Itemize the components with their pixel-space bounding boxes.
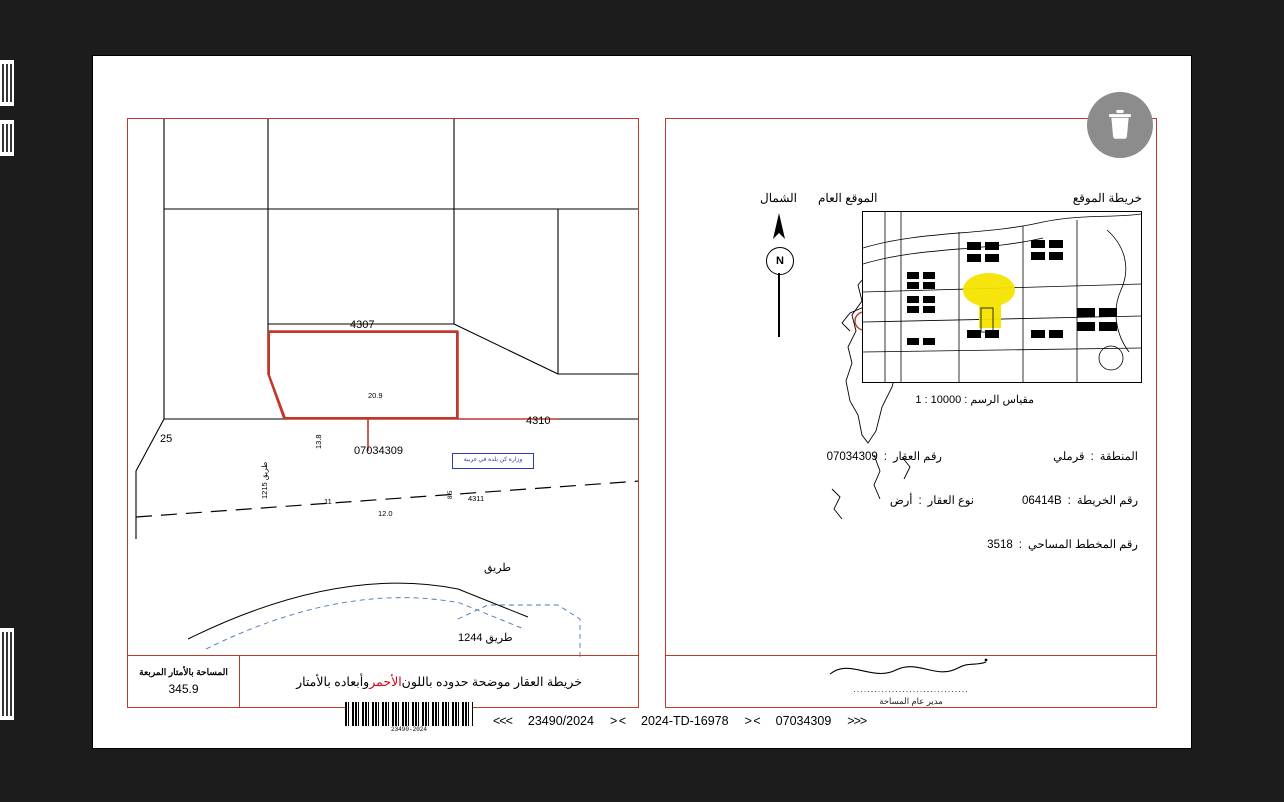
location-map xyxy=(862,211,1142,383)
page-edge-artifact xyxy=(0,60,14,106)
reference-1: 23490/2024 xyxy=(527,714,594,728)
field-survey-plan-number-label: رقم المخطط المساحي xyxy=(1027,539,1138,551)
field-property-type: نوع العقار:أرض xyxy=(889,495,974,507)
page-edge-artifact xyxy=(0,120,14,156)
field-parcel-number-value: 07034309 xyxy=(826,451,878,463)
trash-icon xyxy=(1105,108,1135,143)
legend-note-prefix: خريطة العقار موضحة حدوده باللون xyxy=(401,675,582,689)
chevron-separator-1: > < xyxy=(609,714,626,728)
field-parcel-number-label: رقم العقار xyxy=(892,451,942,463)
signature-footer xyxy=(666,655,1156,707)
page-edge-artifact xyxy=(0,628,14,720)
field-survey-plan-number: رقم المخطط المساحي:3518 xyxy=(987,539,1138,551)
neighbour-parcel-4311: 4311 xyxy=(468,494,485,503)
cadastral-map-panel xyxy=(127,118,639,708)
field-survey-plan-number-value: 3518 xyxy=(987,539,1013,551)
area-cell xyxy=(128,656,240,707)
dimension-11: 11 xyxy=(324,497,332,506)
street-1244-label: طريق 1244 xyxy=(458,632,513,644)
left-chevrons: <<< xyxy=(493,714,512,728)
area-value: 345.9 xyxy=(168,682,199,696)
general-location-title: الموقع العام xyxy=(818,191,878,205)
field-map-number-value: 06414B xyxy=(1021,495,1062,507)
info-panel xyxy=(665,118,1157,708)
signature-dots: ................................. xyxy=(853,684,969,694)
signature-title: مدير عام المساحة xyxy=(879,696,943,706)
field-map-number: رقم الخريطة:06414B xyxy=(1021,495,1138,507)
signature-mark xyxy=(826,656,996,684)
reference-3: 07034309 xyxy=(775,714,832,728)
field-region-value: قرملي xyxy=(1053,451,1085,463)
legend-note-red: الأحمر xyxy=(369,675,402,689)
location-map-title: خريطة الموقع xyxy=(1072,191,1142,205)
north-label: الشمال xyxy=(760,191,798,205)
field-map-number-label: رقم الخريطة xyxy=(1076,495,1138,507)
cadastral-drawing xyxy=(128,119,638,707)
chevron-separator-2: > < xyxy=(744,714,760,728)
field-region-label: المنطقة xyxy=(1099,451,1138,463)
dimension-13-8: 13.8 xyxy=(314,434,323,449)
dimension-12-0: 12.0 xyxy=(378,509,393,518)
delete-button[interactable] xyxy=(1087,92,1153,158)
area-label: المساحة بالأمتار المربعة xyxy=(139,667,228,677)
neighbour-parcel-4307: 4307 xyxy=(350,319,375,331)
field-property-type-value: أرض xyxy=(889,495,913,507)
barcode-number: 23490-2024 xyxy=(345,726,473,733)
field-parcel-number: رقم العقار:07034309 xyxy=(826,451,942,463)
field-region: المنطقة:قرملي xyxy=(1053,451,1138,463)
street-label: طريق xyxy=(484,562,512,574)
neighbour-parcel-25: 25 xyxy=(160,433,173,445)
scale-text: مقياس الرسم : 10000 : 1 xyxy=(915,394,1034,406)
right-chevrons: >>> xyxy=(847,714,867,728)
document-reference-row xyxy=(493,714,866,728)
map-legend-note xyxy=(240,656,638,707)
legend-note-suffix: وأبعاده بالأمتار xyxy=(296,675,370,689)
north-letter: N xyxy=(766,247,794,275)
barcode xyxy=(345,702,473,732)
reference-2: 2024-TD-16978 xyxy=(641,714,729,728)
field-property-type-label: نوع العقار xyxy=(927,495,974,507)
dimension-20-9: 20.9 xyxy=(368,391,383,400)
left-panel-footer xyxy=(128,655,638,707)
parcel-linework xyxy=(128,119,638,657)
road-1215-label: طريق 1215 xyxy=(260,461,269,499)
dimension-8-5: 8.5 xyxy=(448,490,454,499)
neighbour-parcel-4310: 4310 xyxy=(526,415,551,427)
document-page xyxy=(93,56,1191,748)
parcel-number-label: 07034309 xyxy=(354,445,403,457)
official-stamp: وزارة كن بلدة في غربية xyxy=(452,453,534,469)
location-map-linework xyxy=(863,212,1141,382)
north-arrow xyxy=(766,247,794,275)
